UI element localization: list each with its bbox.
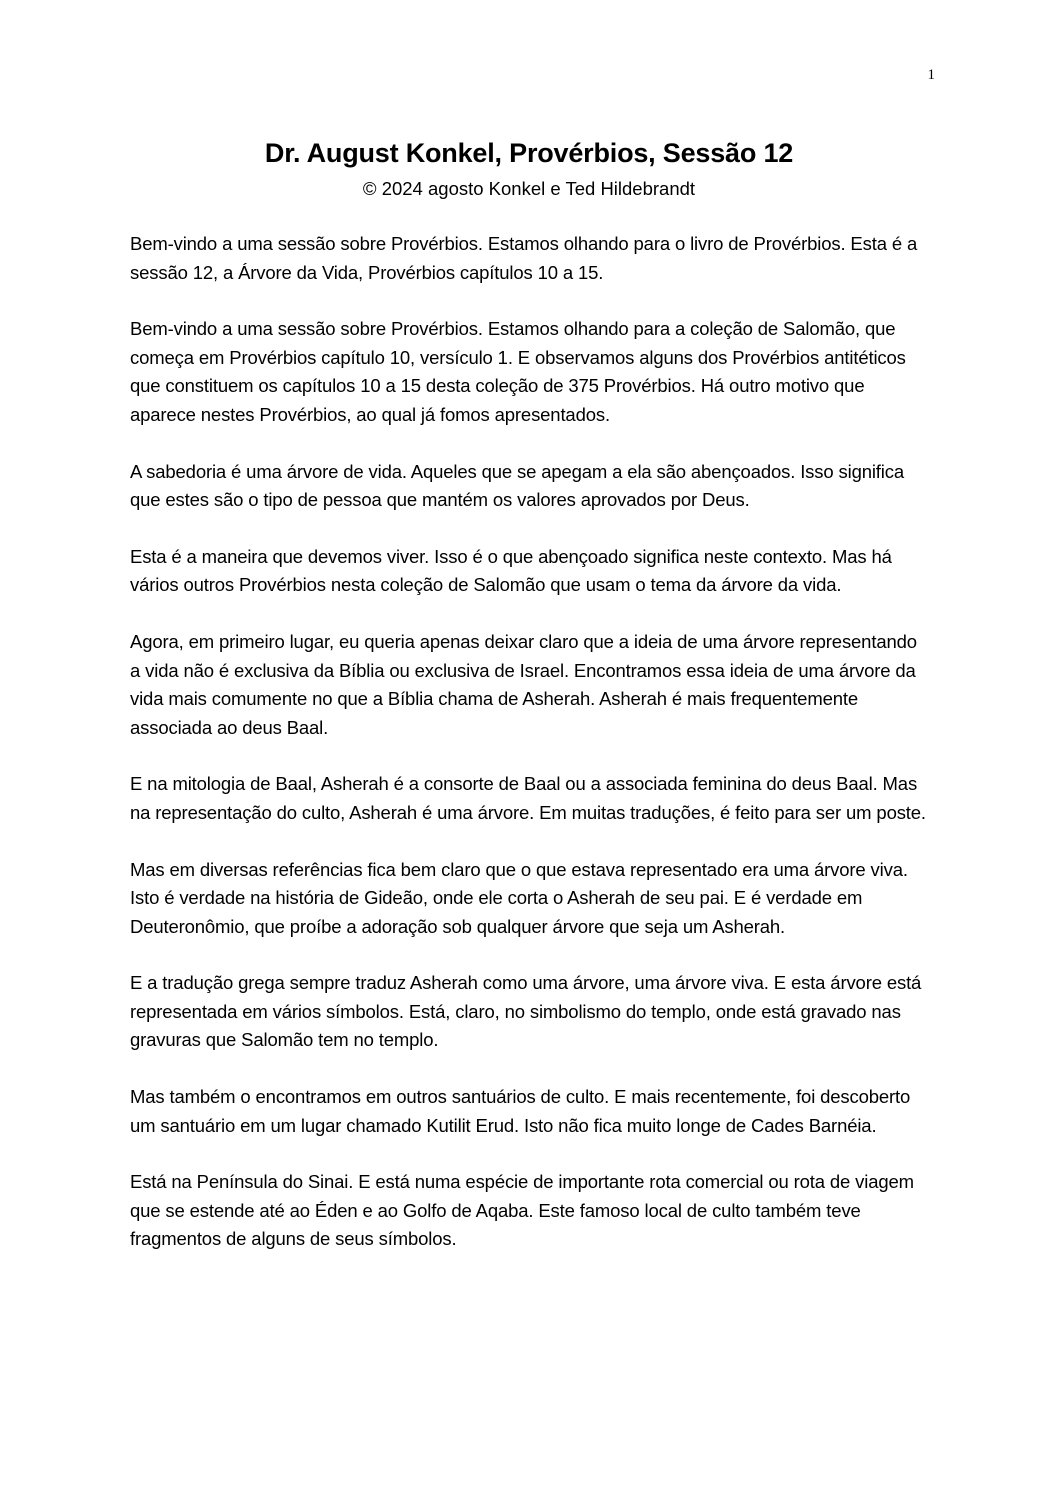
paragraph-7: Mas em diversas referências fica bem claro que o que estava representado era uma árvore viva. Isto é verdade na história de Gideão, onde ele corta o Asherah de seu pai. E é verdade em Deuteronômio, que proíbe a adoração sob qualquer árvore que seja um Asherah. bbox=[130, 858, 908, 937]
page-title: Dr. August Konkel, Provérbios, Sessão 12 bbox=[264, 138, 794, 168]
document-body bbox=[130, 230, 930, 1282]
paragraph-8: E a tradução grega sempre traduz Asherah como uma árvore, uma árvore viva. E esta árvore está representada em vários símbolos. Está, claro, no simbolismo do templo, onde está gravado nas gravuras que Salomão tem no templo. bbox=[130, 972, 922, 1051]
paragraph-6: E na mitologia de Baal, Asherah é a consorte de Baal ou a associada feminina do deus Baal. Mas na representação do culto, Asherah é uma árvore. Em muitas traduções, é feito para ser um poste. bbox=[130, 773, 926, 823]
paragraph-4: Esta é a maneira que devemos viver. Isso é o que abençoado significa neste contexto. Mas há vários outros Provérbios nesta coleção de Salomão que usam o tema da árvore da vida. bbox=[130, 545, 892, 596]
paragraph-10: Está na Península do Sinai. E está numa espécie de importante rota comercial ou rota de viagem que se estende até ao Éden e ao Golfo de Aqaba. Este famoso local de culto também teve fragmentos de alguns de seus símbolos. bbox=[130, 1171, 914, 1250]
page-number: 1 bbox=[927, 67, 935, 83]
paragraph-9: Mas também o encontramos em outros santuários de culto. E mais recentemente, foi descoberto um santuário em um lugar chamado Kutilit Erud. Isto não fica muito longe de Cades Barnéia. bbox=[130, 1086, 911, 1136]
paragraph-2: Bem-vindo a uma sessão sobre Provérbios. Estamos olhando para a coleção de Salomão, que começa em Provérbios capítulo 10, versículo 1. E observamos alguns dos Provérbios antitéticos que constituem os capítulos 10 a 15 desta coleção de 375 Provérbios. Há outro motivo que aparece nestes Provérbios, ao qual já fomos apresentados. bbox=[130, 318, 906, 425]
paragraph-5: Agora, em primeiro lugar, eu queria apenas deixar claro que a ideia de uma árvore representando a vida não é exclusiva da Bíblia ou exclusiva de Israel. Encontramos essa ideia de uma árvore da vida mais comumente no que a Bíblia chama de Asherah. Asherah é mais frequentemente associada ao deus Baal. bbox=[130, 630, 917, 738]
paragraph-3: A sabedoria é uma árvore de vida. Aqueles que se apegam a ela são abençoados. Isso significa que estes são o tipo de pessoa que mantém os valores aprovados por Deus. bbox=[130, 460, 904, 511]
copyright-line: © 2024 agosto Konkel e Ted Hildebrandt bbox=[362, 178, 696, 199]
paragraph-1: Bem-vindo a uma sessão sobre Provérbios. Estamos olhando para o livro de Provérbios. Esta é a sessão 12, a Árvore da Vida, Provérbios capítulos 10 a 15. bbox=[130, 233, 918, 283]
